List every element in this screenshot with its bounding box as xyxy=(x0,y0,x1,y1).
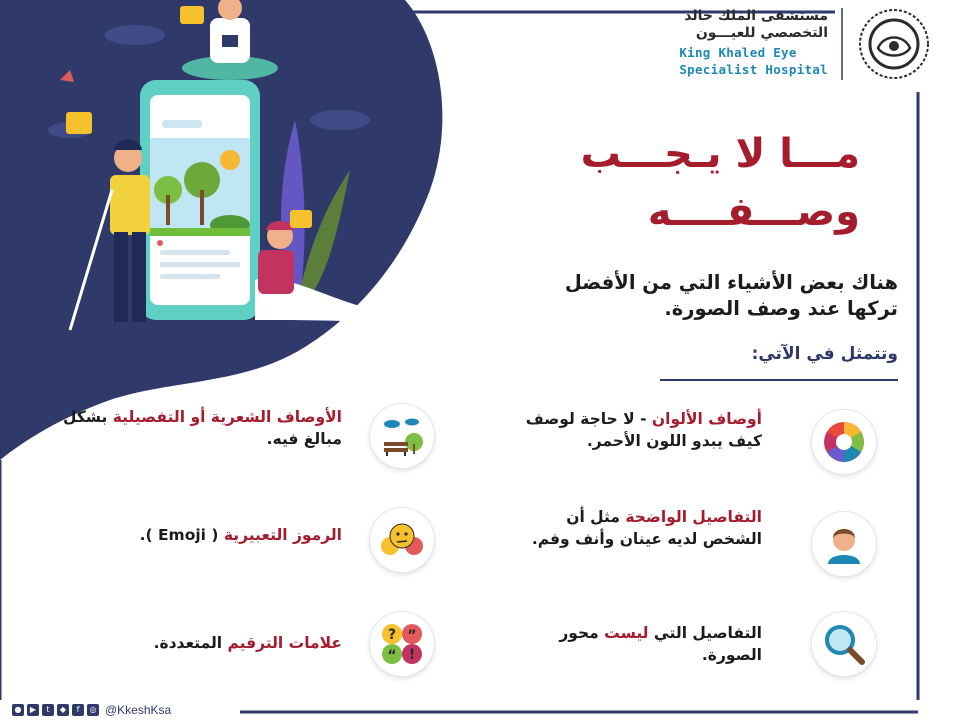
snapchat-icon[interactable]: ● xyxy=(12,704,24,716)
item-punctuation-highlight: علامات الترقيم xyxy=(227,634,342,652)
hero-illustration xyxy=(40,0,420,340)
magnifier-icon xyxy=(812,612,876,676)
park-scene-icon xyxy=(370,404,434,468)
svg-text:“: “ xyxy=(387,648,397,664)
item-details-highlight: التفاصيل الواضحة xyxy=(625,508,762,526)
social-handle[interactable]: @KkeshKsa xyxy=(105,703,172,717)
snapchat-ghost-icon[interactable]: ◆ xyxy=(57,704,69,716)
title-line1: مـــا لا يـجـــب xyxy=(580,131,860,177)
item-not-focus-text-b: محور الصورة. xyxy=(559,624,762,664)
item-colors-highlight: أوصاف الألوان xyxy=(651,410,762,428)
item-poetic-text: بشكل مبالغ فيه. xyxy=(62,408,342,448)
item-emoji xyxy=(62,524,342,546)
hospital-name-arabic-line1: مستشفى الملك خالد xyxy=(684,8,828,24)
social-bar xyxy=(8,700,240,720)
hospital-name-arabic-line2: التخصصي للعيـــون xyxy=(695,25,828,41)
subheading: وتتمثل في الآتي: xyxy=(751,344,898,364)
item-not-focus-text-a: التفاصيل التي xyxy=(648,624,762,642)
item-punctuation xyxy=(62,632,342,654)
item-emoji-highlight: الرموز التعبيرية xyxy=(223,526,342,544)
youtube-icon[interactable]: ▶ xyxy=(27,704,39,716)
svg-text:!: ! xyxy=(408,647,416,663)
intro-line2: تركها عند وصف الصورة. xyxy=(664,297,898,320)
item-details xyxy=(502,506,762,550)
intro-text xyxy=(428,270,898,322)
hospital-name-english-line2: Specialist Hospital xyxy=(679,62,828,77)
svg-text:?: ? xyxy=(387,627,397,643)
instagram-icon[interactable]: ◎ xyxy=(87,704,99,716)
facebook-icon[interactable]: f xyxy=(72,704,84,716)
hospital-logo xyxy=(852,4,942,86)
person-avatar-icon xyxy=(812,512,876,576)
hospital-name-arabic xyxy=(684,8,828,42)
item-colors xyxy=(502,408,762,452)
hospital-name-english-line1: King Khaled Eye xyxy=(679,45,797,60)
item-details-text: مثل أن الشخص لديه عينان وأنف وفم. xyxy=(531,508,762,548)
intro-line1: هناك بعض الأشياء التي من الأفضل xyxy=(564,271,898,294)
item-emoji-text: ( Emoji ). xyxy=(139,526,224,544)
item-punctuation-text: المتعددة. xyxy=(153,634,228,652)
item-colors-text: - لا حاجة لوصف كيف يبدو اللون الأحمر. xyxy=(525,410,762,450)
emoji-faces-icon xyxy=(370,508,434,572)
item-poetic xyxy=(62,406,342,450)
item-poetic-highlight: الأوصاف الشعرية أو التفصيلية xyxy=(112,408,342,426)
item-not-focus xyxy=(502,622,762,666)
item-not-focus-highlight: ليست xyxy=(604,624,649,642)
twitter-icon[interactable]: t xyxy=(42,704,54,716)
punctuation-icon xyxy=(370,612,434,676)
color-wheel-icon xyxy=(812,410,876,474)
title-line2: وصـــفــــه xyxy=(647,189,860,235)
svg-text:”: ” xyxy=(407,628,417,644)
hospital-name-english xyxy=(679,44,828,78)
